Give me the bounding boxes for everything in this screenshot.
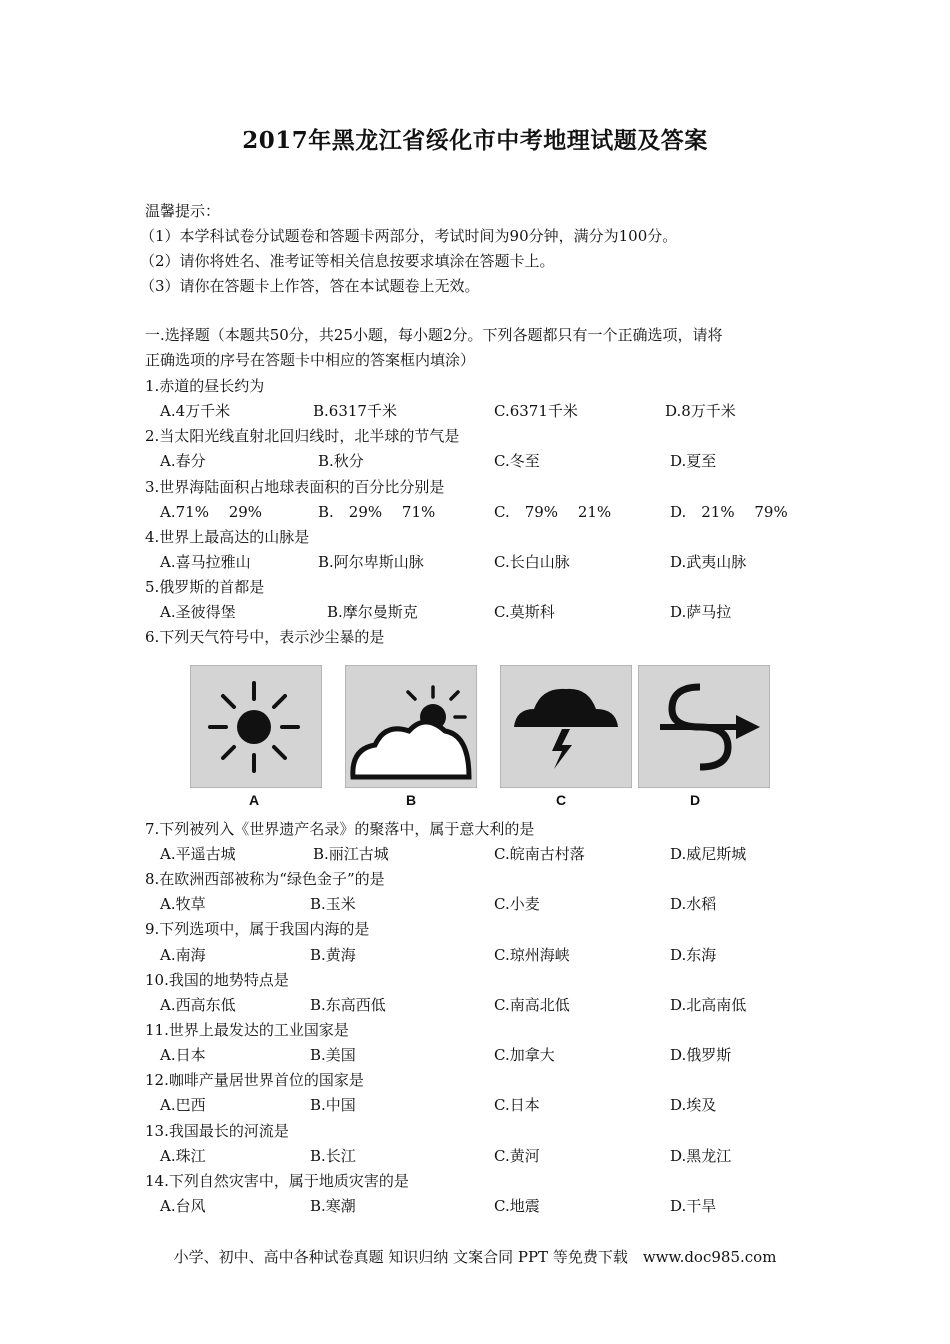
symbol-label-d: D [689,792,701,808]
option-4d: D.武夷山脉 [670,553,747,571]
option-11b: B.美国 [310,1046,356,1064]
option-8b: B.玉米 [310,895,356,913]
option-4c: C.长白山脉 [494,553,570,571]
option-7d: D.威尼斯城 [670,845,747,863]
tip-3: （3）请你在答题卡上作答，答在本试题卷上无效。 [140,277,480,295]
option-14a: A.台风 [160,1197,206,1215]
option-12d: D.埃及 [670,1096,717,1114]
section-heading-2: 正确选项的序号在答题卡中相应的答案框内填涂） [145,351,476,369]
option-7b: B.丽江古城 [313,845,389,863]
question-5: 5.俄罗斯的首都是 [145,578,265,596]
sun-icon [190,665,322,788]
option-3d: D. 21% 79% [670,503,788,521]
option-1b: B.6317千米 [313,402,397,420]
option-2b: B.秋分 [318,452,364,470]
question-2: 2.当太阳光线直射北回归线时，北半球的节气是 [145,427,460,445]
section-heading-1: 一.选择题（本题共50分，共25小题，每小题2分。下列各题都只有一个正确选项，请将 [145,326,723,344]
option-14d: D.干旱 [670,1197,717,1215]
option-1d: D.8万千米 [665,402,736,420]
option-8c: C.小麦 [494,895,540,913]
option-4a: A.喜马拉雅山 [160,553,251,571]
option-9d: D.东海 [670,946,717,964]
option-5d: D.萨马拉 [670,603,732,621]
question-6: 6.下列天气符号中，表示沙尘暴的是 [145,628,385,646]
option-10d: D.北高南低 [670,996,747,1014]
question-4: 4.世界上最高达的山脉是 [145,528,310,546]
thunder-cloud-icon [500,665,632,788]
option-10c: C.南高北低 [494,996,570,1014]
option-12c: C.日本 [494,1096,540,1114]
page-title: 2017年黑龙江省绥化市中考地理试题及答案 [242,127,708,154]
option-5a: A.圣彼得堡 [160,603,236,621]
option-13c: C.黄河 [494,1147,540,1165]
option-8d: D.水稻 [670,895,717,913]
option-5c: C.莫斯科 [494,603,555,621]
option-2d: D.夏至 [670,452,717,470]
sandstorm-icon [638,665,770,788]
option-10a: A.西高东低 [160,996,236,1014]
question-1: 1.赤道的昼长约为 [145,377,265,395]
question-12: 12.咖啡产量居世界首位的国家是 [145,1071,364,1089]
option-9b: B.黄海 [310,946,356,964]
option-8a: A.牧草 [160,895,206,913]
symbol-label-b: B [405,792,417,808]
question-11: 11.世界上最发达的工业国家是 [145,1021,349,1039]
question-7: 7.下列被列入《世界遗产名录》的聚落中，属于意大利的是 [145,820,535,838]
page-footer: 小学、初中、高中各种试卷真题 知识归纳 文案合同 PPT 等免费下载 www.doc985.com [173,1248,777,1266]
symbol-label-a: A [248,792,260,808]
question-9: 9.下列选项中，属于我国内海的是 [145,920,370,938]
option-12b: B.中国 [310,1096,356,1114]
option-12a: A.巴西 [160,1096,206,1114]
question-3: 3.世界海陆面积占地球表面积的百分比分别是 [145,478,445,496]
option-11a: A.日本 [160,1046,206,1064]
option-10b: B.东高西低 [310,996,386,1014]
option-1a: A.4万千米 [160,402,231,420]
option-9a: A.南海 [160,946,206,964]
option-3a: A.71% 29% [160,503,263,521]
question-14: 14.下列自然灾害中，属于地质灾害的是 [145,1172,409,1190]
option-3b: B. 29% 71% [318,503,436,521]
symbol-label-c: C [555,792,567,808]
option-13a: A.珠江 [160,1147,206,1165]
tip-1: （1）本学科试卷分试题卷和答题卡两部分，考试时间为90分钟，满分为100分。 [140,227,678,245]
option-1c: C.6371千米 [494,402,578,420]
option-2c: C.冬至 [494,452,540,470]
question-8: 8.在欧洲西部被称为“绿色金子”的是 [145,870,385,888]
tip-2: （2）请你将姓名、准考证等相关信息按要求填涂在答题卡上。 [140,252,555,270]
option-3c: C. 79% 21% [494,503,612,521]
question-10: 10.我国的地势特点是 [145,971,289,989]
option-4b: B.阿尔卑斯山脉 [318,553,424,571]
option-9c: C.琼州海峡 [494,946,570,964]
option-14b: B.寒潮 [310,1197,356,1215]
option-7c: C.皖南古村落 [494,845,585,863]
tips-header: 温馨提示： [145,202,221,220]
option-13d: D.黑龙江 [670,1147,732,1165]
option-2a: A.春分 [160,452,206,470]
option-11c: C.加拿大 [494,1046,555,1064]
sun-behind-cloud-icon [345,665,477,788]
option-14c: C.地震 [494,1197,540,1215]
option-13b: B.长江 [310,1147,356,1165]
option-11d: D.俄罗斯 [670,1046,732,1064]
option-5b: B.摩尔曼斯克 [327,603,418,621]
question-13: 13.我国最长的河流是 [145,1122,289,1140]
option-7a: A.平遥古城 [160,845,236,863]
